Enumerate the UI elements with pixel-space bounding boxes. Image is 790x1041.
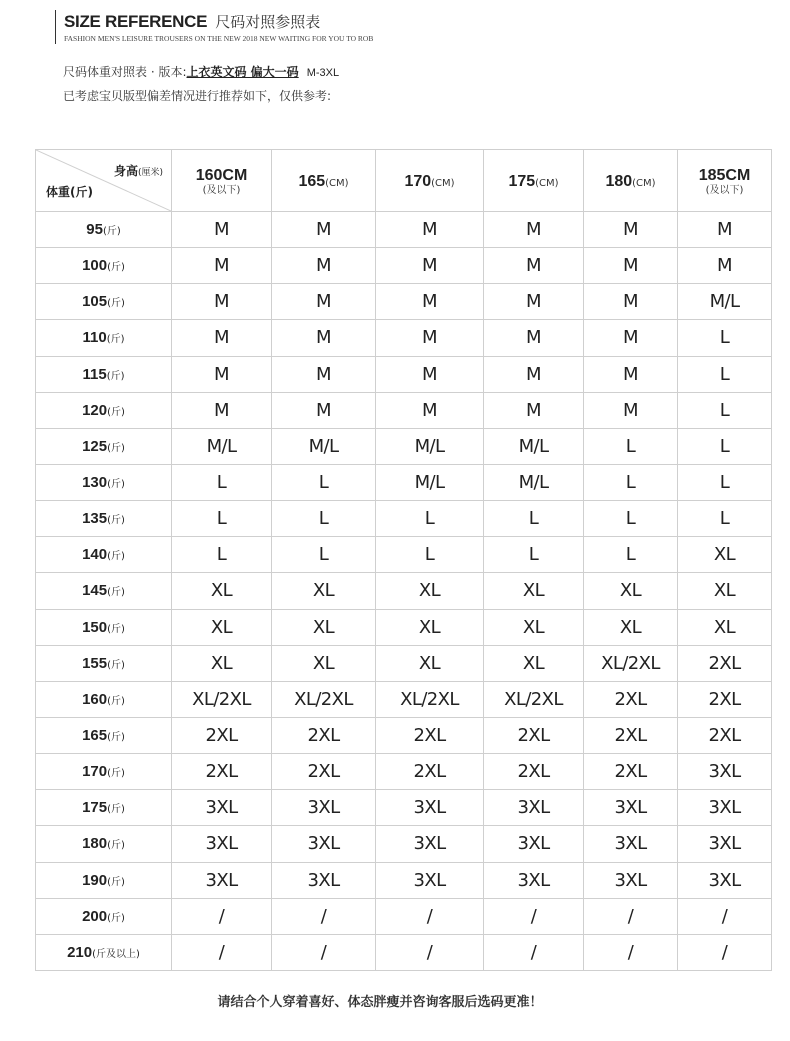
weight-value: 110 — [82, 329, 107, 347]
size-cell: XL — [484, 573, 584, 609]
height-note: (及以下) — [202, 184, 241, 196]
size-cell: 3XL — [272, 862, 376, 898]
intro-line-2: 已考虑宝贝版型偏差情况进行推荐如下，仅供参考: — [63, 89, 332, 103]
size-cell: M — [484, 392, 584, 428]
size-cell: M/L — [484, 464, 584, 500]
weight-value: 130 — [82, 474, 108, 492]
size-cell: M — [376, 392, 484, 428]
weight-value: 180 — [82, 835, 108, 853]
size-cell: M — [584, 392, 678, 428]
size-cell: / — [484, 898, 584, 934]
table-row — [36, 537, 772, 573]
size-cell: L — [376, 501, 484, 537]
size-cell: L — [584, 537, 678, 573]
weight-value: 95 — [86, 221, 103, 239]
size-cell: 2XL — [678, 681, 772, 717]
weight-value: 115 — [82, 365, 107, 383]
footer-note: 请结合个人穿着喜好、体态胖瘦并咨询客服后选码更准！ — [217, 995, 543, 1010]
size-cell: M/L — [172, 428, 272, 464]
table-row — [36, 320, 772, 356]
table-row — [36, 898, 772, 934]
weight-cell — [36, 428, 172, 464]
size-cell: M — [376, 356, 484, 392]
weight-unit: (斤) — [107, 659, 125, 671]
size-cell: M/L — [484, 428, 584, 464]
intro-prefix: 尺码体重对照表 · 版本: — [63, 65, 187, 79]
weight-cell — [36, 717, 172, 753]
size-cell: XL — [678, 537, 772, 573]
size-cell: M — [584, 248, 678, 284]
size-cell: 2XL — [584, 754, 678, 790]
size-cell: XL — [272, 573, 376, 609]
size-cell: L — [172, 501, 272, 537]
size-cell: M — [484, 356, 584, 392]
size-cell: 2XL — [272, 754, 376, 790]
size-cell: / — [272, 934, 376, 970]
weight-value: 145 — [82, 582, 108, 600]
size-cell: XL — [376, 609, 484, 645]
size-cell: / — [584, 898, 678, 934]
table-row — [36, 464, 772, 500]
size-cell: L — [678, 464, 772, 500]
size-cell: M/L — [678, 284, 772, 320]
height-value: 170 — [404, 172, 432, 190]
size-cell: XL — [172, 573, 272, 609]
size-cell: 3XL — [376, 862, 484, 898]
weight-unit: (斤) — [107, 623, 125, 635]
height-value: 160CM — [195, 166, 248, 184]
weight-cell — [36, 898, 172, 934]
size-cell: 2XL — [376, 754, 484, 790]
weight-unit: (斤) — [107, 912, 125, 924]
size-cell: L — [584, 501, 678, 537]
weight-unit: (斤) — [107, 695, 125, 707]
weight-unit: (斤) — [107, 732, 125, 744]
size-cell: M — [678, 248, 772, 284]
size-cell: M — [272, 284, 376, 320]
table-row — [36, 826, 772, 862]
size-cell: XL — [484, 645, 584, 681]
weight-unit: (斤) — [107, 804, 125, 816]
size-cell: M — [376, 248, 484, 284]
size-cell: / — [172, 898, 272, 934]
size-cell: XL — [172, 645, 272, 681]
height-unit: (CM) — [325, 177, 349, 189]
weight-value: 120 — [82, 401, 108, 419]
size-cell: 2XL — [172, 717, 272, 753]
weight-value: 160 — [82, 690, 108, 708]
header — [55, 10, 374, 44]
weight-unit: (斤) — [107, 840, 125, 852]
size-cell: M — [172, 284, 272, 320]
size-cell: 3XL — [678, 754, 772, 790]
size-cell: XL — [584, 609, 678, 645]
size-cell: / — [678, 898, 772, 934]
weight-unit: (斤) — [107, 551, 125, 563]
diagonal-divider — [36, 150, 171, 211]
size-cell: 2XL — [584, 717, 678, 753]
table-body — [36, 212, 772, 971]
size-cell: XL/2XL — [584, 645, 678, 681]
weight-unit: (斤) — [102, 226, 121, 238]
size-cell: 3XL — [678, 862, 772, 898]
weight-cell — [36, 934, 172, 970]
weight-cell — [36, 537, 172, 573]
size-cell: M — [584, 284, 678, 320]
weight-cell — [36, 320, 172, 356]
table-row — [36, 212, 772, 248]
weight-unit: (斤) — [107, 587, 125, 599]
height-header-0 — [172, 150, 272, 212]
weight-cell — [36, 212, 172, 248]
size-cell: 3XL — [172, 826, 272, 862]
table-row — [36, 717, 772, 753]
table-row — [36, 356, 772, 392]
size-cell: M — [172, 320, 272, 356]
size-cell: 3XL — [584, 790, 678, 826]
weight-unit: (斤) — [107, 442, 125, 454]
weight-value: 170 — [82, 763, 108, 781]
table-row — [36, 248, 772, 284]
height-unit: (CM) — [535, 177, 559, 189]
size-cell: M — [272, 356, 376, 392]
height-unit: (CM) — [431, 177, 455, 189]
size-cell: / — [484, 934, 584, 970]
intro-line-1 — [63, 62, 339, 86]
size-cell: 2XL — [484, 717, 584, 753]
corner-height-label — [114, 162, 163, 179]
weight-cell — [36, 248, 172, 284]
weight-cell — [36, 284, 172, 320]
weight-value: 200 — [82, 907, 108, 925]
table-row — [36, 790, 772, 826]
weight-unit: (斤) — [107, 515, 125, 527]
size-cell: 3XL — [678, 790, 772, 826]
size-cell: XL — [376, 645, 484, 681]
size-cell: L — [272, 501, 376, 537]
size-cell: M — [678, 212, 772, 248]
size-cell: L — [678, 356, 772, 392]
size-cell: M/L — [272, 428, 376, 464]
size-cell: M — [376, 320, 484, 356]
size-cell: 3XL — [484, 790, 584, 826]
size-cell: L — [584, 464, 678, 500]
size-cell: M — [484, 248, 584, 284]
size-cell: L — [172, 537, 272, 573]
size-cell: L — [678, 501, 772, 537]
height-note: (及以下) — [705, 184, 744, 196]
size-cell: 3XL — [584, 826, 678, 862]
weight-value: 140 — [82, 546, 108, 564]
weight-unit: (斤) — [106, 370, 125, 382]
size-cell: 3XL — [272, 826, 376, 862]
size-cell: XL — [272, 645, 376, 681]
size-cell: 2XL — [272, 717, 376, 753]
size-cell: XL — [172, 609, 272, 645]
weight-unit: (斤) — [107, 298, 125, 310]
corner-height-unit: (厘米) — [137, 168, 163, 178]
height-header-2 — [376, 150, 484, 212]
size-cell: / — [678, 934, 772, 970]
size-cell: M — [584, 356, 678, 392]
corner-height-text: 身高 — [113, 164, 138, 178]
size-cell: 3XL — [678, 826, 772, 862]
table-row — [36, 934, 772, 970]
title-row — [64, 10, 374, 34]
height-value: 185CM — [698, 166, 751, 184]
size-cell: 2XL — [678, 645, 772, 681]
table-row — [36, 284, 772, 320]
size-cell: L — [678, 320, 772, 356]
weight-value: 175 — [82, 799, 108, 817]
height-header-5 — [678, 150, 772, 212]
weight-cell — [36, 573, 172, 609]
height-unit: (CM) — [632, 177, 656, 189]
table-row — [36, 862, 772, 898]
size-cell: M — [484, 212, 584, 248]
size-cell: 3XL — [172, 790, 272, 826]
weight-unit: (斤) — [106, 334, 125, 346]
subtitle: FASHION MEN'S LEISURE TROUSERS ON THE NEW 2018 NEW WAITING FOR YOU TO ROB — [64, 34, 374, 43]
table-row — [36, 609, 772, 645]
header-row — [36, 150, 772, 212]
table-row — [36, 754, 772, 790]
size-cell: L — [678, 428, 772, 464]
size-cell: XL — [584, 573, 678, 609]
weight-value: 125 — [82, 437, 108, 455]
height-value: 165 — [298, 172, 326, 190]
weight-cell — [36, 501, 172, 537]
size-cell: M — [272, 248, 376, 284]
size-cell: L — [172, 464, 272, 500]
weight-cell — [36, 790, 172, 826]
corner-weight-label: 体重(斤) — [46, 185, 93, 199]
size-cell: 3XL — [376, 790, 484, 826]
size-cell: L — [272, 537, 376, 573]
size-cell: 3XL — [484, 862, 584, 898]
size-cell: 3XL — [484, 826, 584, 862]
size-cell: M/L — [376, 428, 484, 464]
size-cell: / — [376, 934, 484, 970]
size-cell: M — [484, 284, 584, 320]
size-table — [35, 149, 772, 971]
size-cell: L — [484, 501, 584, 537]
height-header-1 — [272, 150, 376, 212]
weight-value: 105 — [82, 293, 108, 311]
weight-value: 100 — [82, 257, 108, 275]
height-value: 175 — [508, 172, 536, 190]
size-cell: L — [376, 537, 484, 573]
size-cell: 2XL — [584, 681, 678, 717]
weight-value: 150 — [82, 618, 108, 636]
size-cell: 3XL — [272, 790, 376, 826]
size-cell: M — [484, 320, 584, 356]
size-cell: XL — [484, 609, 584, 645]
weight-value: 135 — [82, 510, 108, 528]
weight-cell — [36, 392, 172, 428]
weight-cell — [36, 754, 172, 790]
size-cell: 3XL — [172, 862, 272, 898]
table-row — [36, 392, 772, 428]
size-cell: / — [584, 934, 678, 970]
weight-cell — [36, 464, 172, 500]
size-cell: XL/2XL — [376, 681, 484, 717]
size-cell: XL/2XL — [272, 681, 376, 717]
table-row — [36, 573, 772, 609]
table-row — [36, 501, 772, 537]
weight-unit: (斤) — [107, 876, 125, 888]
intro — [63, 62, 339, 110]
size-cell: M — [272, 392, 376, 428]
weight-unit: (斤) — [107, 406, 125, 418]
size-cell: / — [376, 898, 484, 934]
weight-value: 210 — [67, 943, 93, 961]
weight-cell — [36, 826, 172, 862]
size-cell: 2XL — [678, 717, 772, 753]
weight-unit: (斤) — [107, 262, 125, 274]
height-header-4 — [584, 150, 678, 212]
intro-range: M-3XL — [306, 67, 340, 79]
size-cell: 2XL — [376, 717, 484, 753]
size-cell: M — [172, 356, 272, 392]
size-cell: 3XL — [584, 862, 678, 898]
size-cell: L — [678, 392, 772, 428]
size-cell: / — [172, 934, 272, 970]
size-cell: M — [584, 212, 678, 248]
weight-cell — [36, 645, 172, 681]
height-header-3 — [484, 150, 584, 212]
weight-cell — [36, 681, 172, 717]
size-cell: L — [484, 537, 584, 573]
size-cell: 3XL — [376, 826, 484, 862]
title-english: SIZE REFERENCE — [64, 12, 208, 31]
size-cell: 2XL — [484, 754, 584, 790]
size-cell: M — [376, 212, 484, 248]
weight-cell — [36, 609, 172, 645]
size-cell: L — [272, 464, 376, 500]
table-row — [36, 428, 772, 464]
size-cell: / — [272, 898, 376, 934]
table-row — [36, 645, 772, 681]
weight-value: 155 — [82, 654, 108, 672]
weight-unit: (斤) — [107, 768, 125, 780]
size-cell: L — [584, 428, 678, 464]
weight-unit: (斤) — [107, 479, 125, 491]
size-cell: XL — [376, 573, 484, 609]
size-cell: M — [584, 320, 678, 356]
corner-cell — [36, 150, 172, 212]
size-cell: 2XL — [172, 754, 272, 790]
size-cell: XL — [678, 609, 772, 645]
table-row — [36, 681, 772, 717]
intro-version: 上衣英文码 偏大一码 — [186, 65, 299, 79]
size-cell: XL — [678, 573, 772, 609]
size-cell: M — [272, 320, 376, 356]
weight-cell — [36, 862, 172, 898]
size-cell: M — [272, 212, 376, 248]
size-cell: XL — [272, 609, 376, 645]
title-chinese: 尺码对照参照表 — [215, 13, 321, 31]
size-cell: M/L — [376, 464, 484, 500]
size-cell: M — [172, 212, 272, 248]
size-cell: M — [172, 248, 272, 284]
size-cell: XL/2XL — [484, 681, 584, 717]
size-cell: XL/2XL — [172, 681, 272, 717]
weight-value: 190 — [82, 871, 108, 889]
size-cell: M — [172, 392, 272, 428]
size-cell: M — [376, 284, 484, 320]
weight-value: 165 — [82, 727, 108, 745]
height-value: 180 — [605, 172, 633, 190]
weight-unit: (斤及以上) — [92, 948, 140, 960]
weight-cell — [36, 356, 172, 392]
